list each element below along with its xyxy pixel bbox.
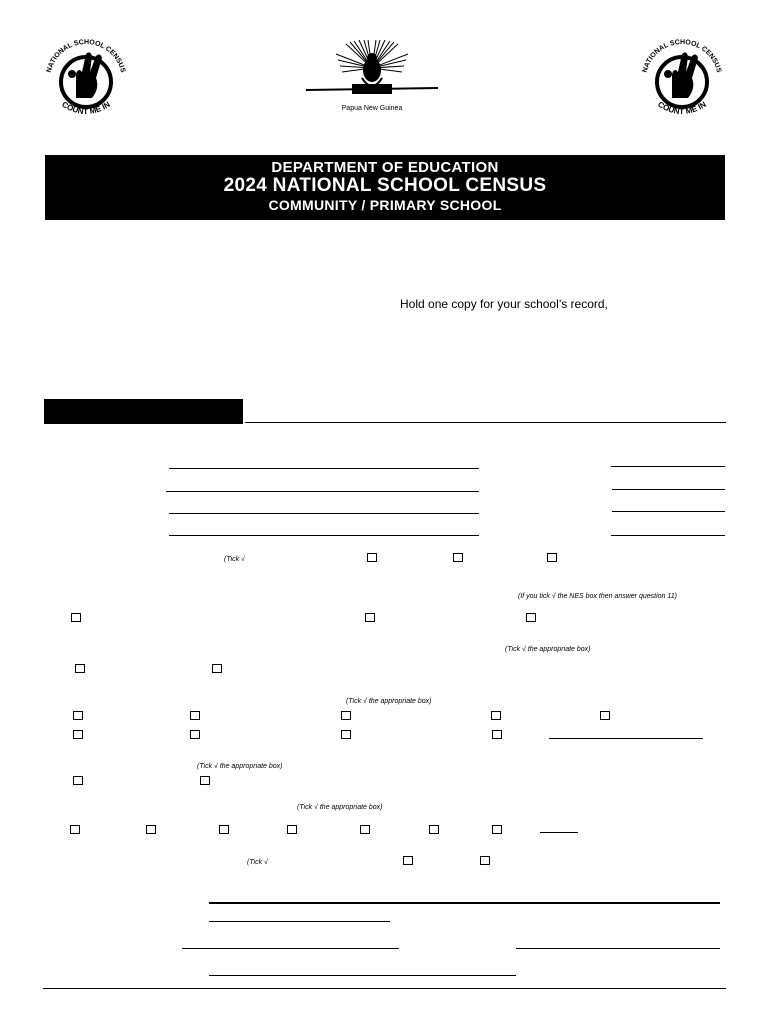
tick-note: (Tick √ the appropriate box) [505,646,591,653]
logo-ring-text: NATIONAL SCHOOL CENSUS [45,38,127,74]
school-address-field[interactable] [166,491,479,492]
checkbox[interactable] [491,711,501,720]
checkbox[interactable] [526,613,536,622]
count-me-in-logo-right [636,36,728,124]
checkbox[interactable] [492,825,502,834]
logo-ring-text: NATIONAL SCHOOL CENSUS [641,38,723,74]
tick-note: (Tick √ the appropriate box) [197,763,283,770]
checkbox[interactable] [492,730,502,739]
school-type-title: COMMUNITY / PRIMARY SCHOOL [268,197,502,213]
checkbox[interactable] [600,711,610,720]
email-field[interactable] [611,535,725,536]
checkbox[interactable] [341,711,351,720]
nes-note: (If you tick √ the NES box then answer question 11) [518,593,677,600]
phone-field[interactable] [612,489,725,490]
checkbox[interactable] [219,825,229,834]
checkbox[interactable] [73,776,83,785]
checkbox[interactable] [547,553,557,562]
logo-bottom-text: COUNT ME IN [656,99,708,117]
checkbox[interactable] [71,613,81,622]
date-field[interactable] [516,948,720,949]
png-crest [302,38,442,118]
checkbox[interactable] [70,825,80,834]
section-header-bar [44,399,243,424]
checkbox[interactable] [190,730,200,739]
checkbox[interactable] [360,825,370,834]
tick-note: (Tick √ the appropriate box) [346,698,432,705]
other-specify-field[interactable] [540,832,578,833]
checkbox[interactable] [190,711,200,720]
count-me-in-logo-left [40,36,132,124]
school-stamp-field[interactable] [209,975,516,976]
title-banner [45,155,725,220]
checkbox[interactable] [341,730,351,739]
footer-rule [43,988,726,989]
section-header-rule [245,422,726,423]
school-name-field[interactable] [169,468,479,469]
tick-note: (Tick √ the appropriate box) [297,804,383,811]
checkbox[interactable] [287,825,297,834]
tick-note: (Tick √ [224,556,245,563]
checkbox[interactable] [429,825,439,834]
other-specify-field[interactable] [549,738,703,739]
checkbox[interactable] [73,711,83,720]
checkbox[interactable] [403,856,413,865]
crest-caption: Papua New Guinea [341,105,403,112]
checkbox[interactable] [75,664,85,673]
school-district-field[interactable] [169,513,479,514]
school-province-field[interactable] [169,535,479,536]
fax-field[interactable] [612,511,725,512]
completed-by-field[interactable] [209,902,720,904]
checkbox[interactable] [365,613,375,622]
designation-field[interactable] [209,921,390,922]
tick-note: (Tick √ [247,859,268,866]
checkbox[interactable] [200,776,210,785]
checkbox[interactable] [480,856,490,865]
checkbox[interactable] [146,825,156,834]
school-code-field[interactable] [611,466,725,467]
logo-bottom-text: COUNT ME IN [60,99,112,117]
signature-field[interactable] [182,948,399,949]
census-title: 2024 NATIONAL SCHOOL CENSUS [223,175,547,196]
checkbox[interactable] [367,553,377,562]
checkbox[interactable] [453,553,463,562]
department-title: DEPARTMENT OF EDUCATION [271,159,499,176]
hold-copy-note: Hold one copy for your school’s record, [400,297,608,311]
checkbox[interactable] [212,664,222,673]
checkbox[interactable] [73,730,83,739]
